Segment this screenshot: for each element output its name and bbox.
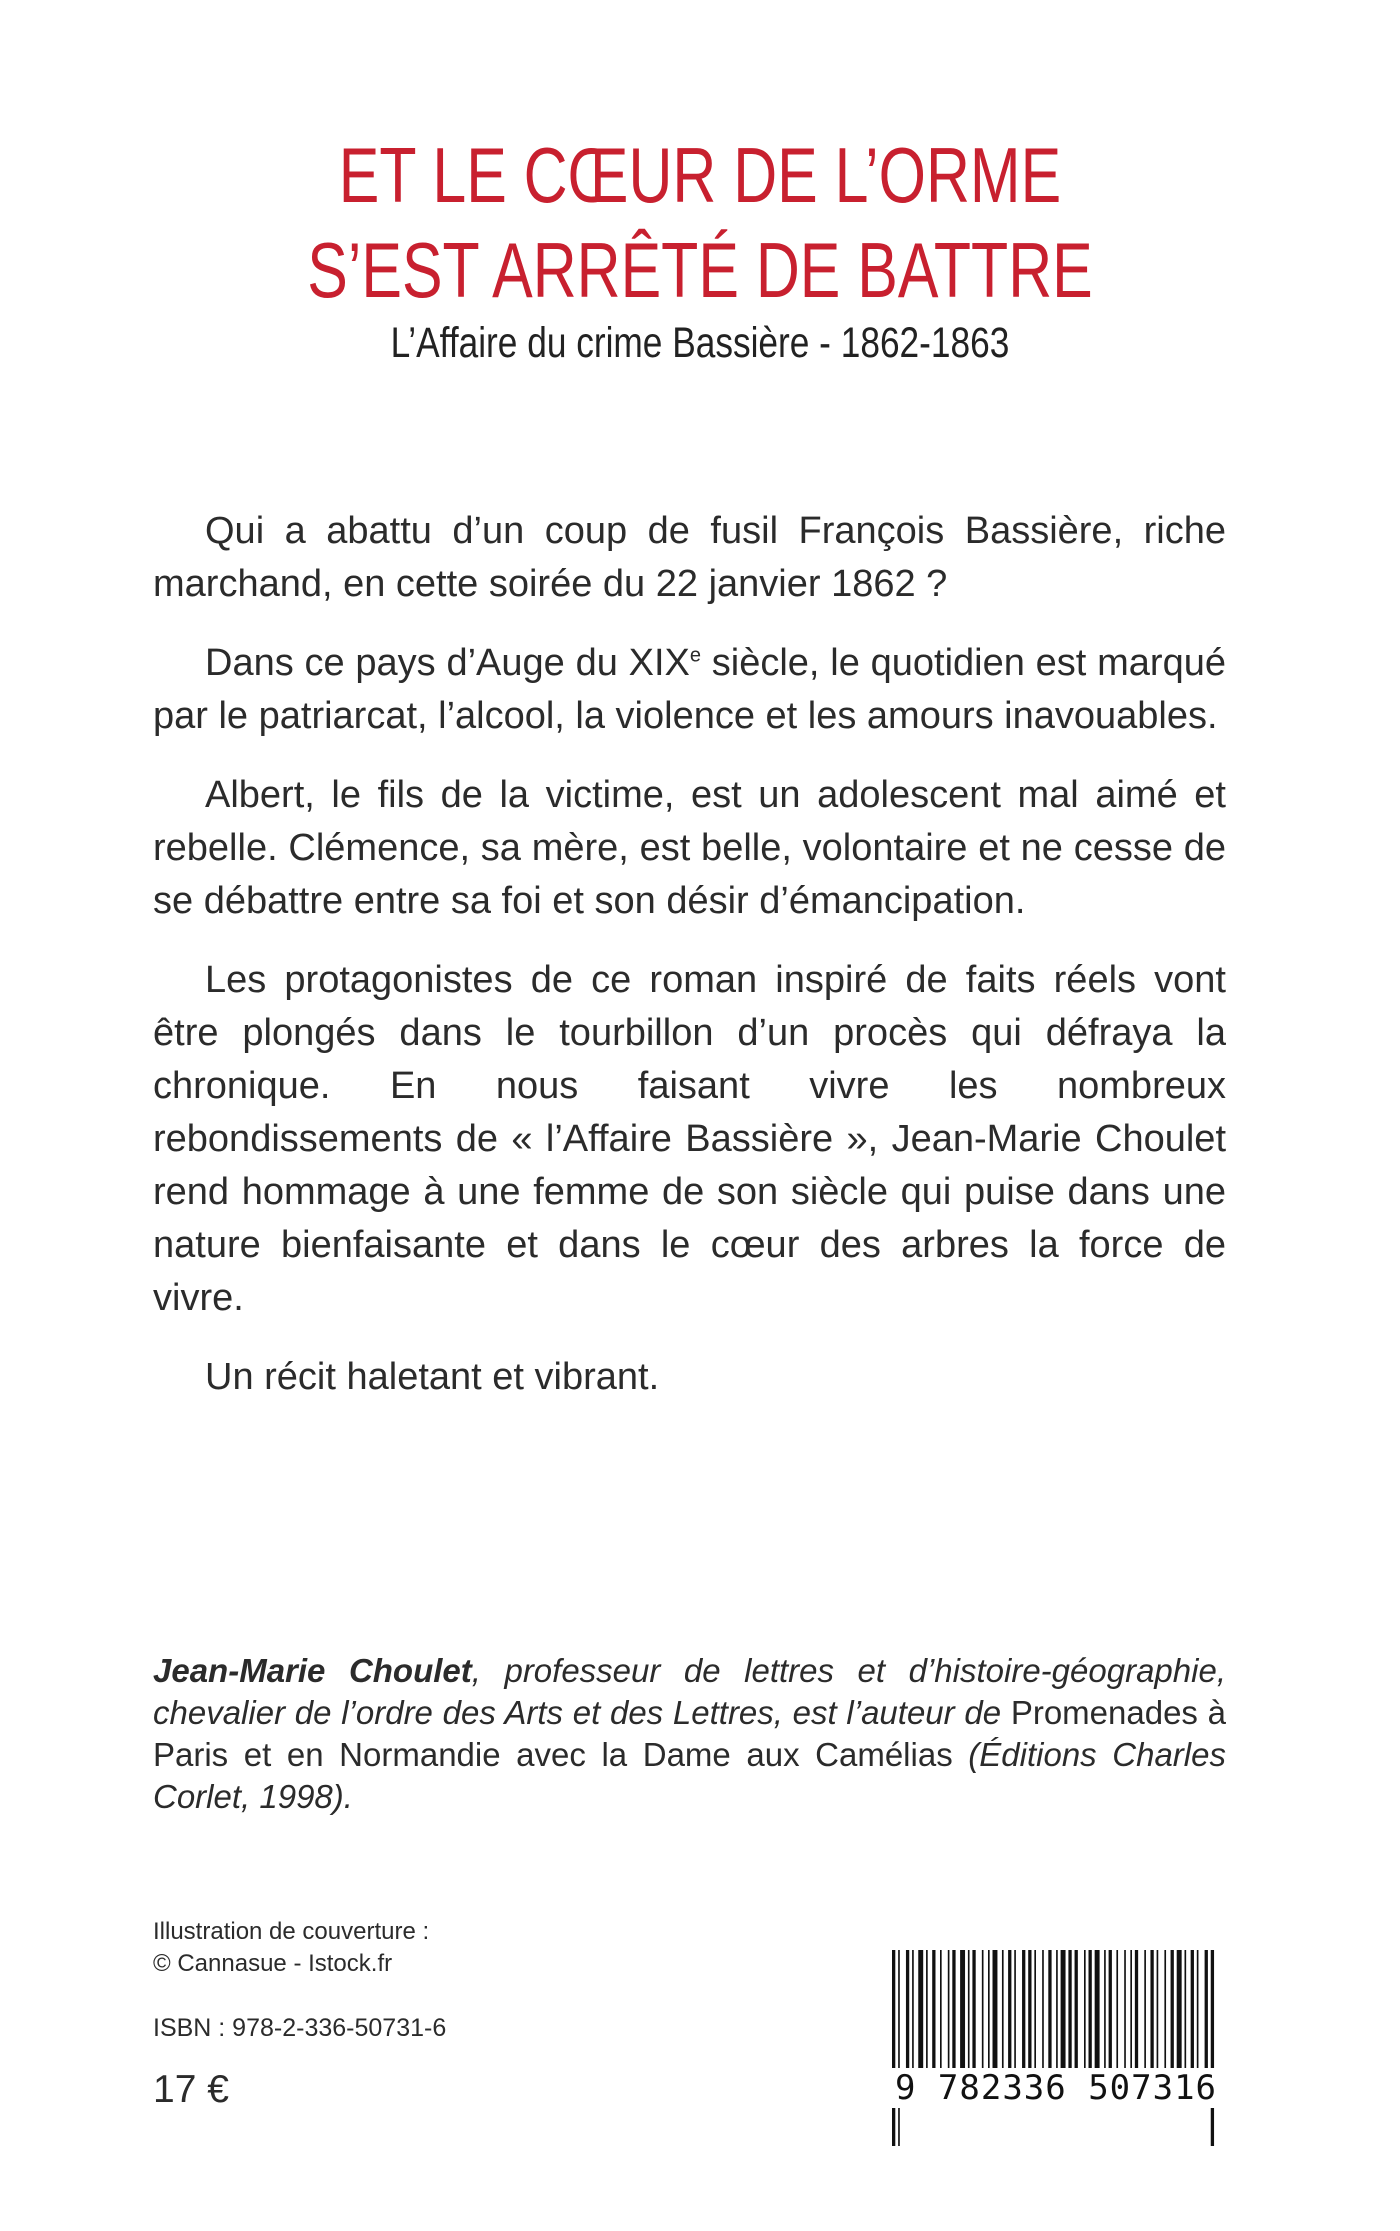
- barcode-bar: [1124, 1950, 1126, 2068]
- previous-book-title: Promenades à Paris et en Normandie avec la Dame aux Camélias: [153, 1694, 1226, 1773]
- barcode-bar: [1002, 1950, 1004, 2068]
- barcode-bar: [1104, 1950, 1106, 2068]
- barcode-bar: [1197, 1950, 1199, 2068]
- barcode-bar: [1048, 1950, 1051, 2068]
- barcode-bar: [968, 1950, 970, 2068]
- barcode-bar: [1089, 1950, 1092, 2068]
- barcode-bar: [982, 1950, 984, 2068]
- barcode-bar: [1150, 1950, 1153, 2068]
- barcode-bar: [1144, 1950, 1146, 2068]
- isbn-number: ISBN : 978-2-336-50731-6: [153, 2014, 447, 2042]
- barcode-bar: [993, 1950, 998, 2068]
- blurb-paragraph-2: [153, 637, 1226, 743]
- author-bio-text-2: (Éditions Charles Corlet, 1998).: [153, 1736, 1226, 1815]
- barcode-bar: [1205, 1950, 1208, 2068]
- blurb-paragraph-1: Qui a abattu d’un coup de fusil François Bassière, riche marchand, en cette soirée du 22 janvier 1862 ?: [153, 510, 1226, 605]
- barcode-bar: [1130, 1950, 1132, 2068]
- barcode-bar: [898, 1950, 900, 2146]
- barcode-bar: [1056, 1950, 1058, 2068]
- barcode-bar: [1028, 1950, 1031, 2068]
- barcode-bar: [972, 1950, 975, 2068]
- barcode-bar: [1022, 1950, 1025, 2068]
- barcode-bar: [906, 1950, 909, 2068]
- barcode-bar: [1034, 1950, 1036, 2068]
- barcode-bar: [940, 1950, 942, 2068]
- book-subtitle: L’Affaire du crime Bassière - 1862-1863: [390, 319, 1010, 367]
- author-name: Jean-Marie Choulet: [153, 1652, 472, 1689]
- barcode-bar: [1191, 1950, 1194, 2068]
- back-cover-blurb: [153, 505, 1226, 1430]
- book-title-line-1: ET LE CŒUR DE L’ORME: [338, 131, 1062, 219]
- barcode-bar: [1116, 1950, 1118, 2068]
- barcode-bar: [912, 1950, 914, 2068]
- credit-line-2: © Cannasue - Istock.fr: [153, 1950, 393, 1977]
- blurb-paragraph-4: Les protagonistes de ce roman inspiré de faits réels vont être plongés dans le tourbillon d’un procès qui défraya la chronique. En nous faisant vivre les nombreux rebondissements de « l’Affaire Bassière », Jean-Marie Choulet rend hommage à une femme de son siècle qui puise dans une nature bienfaisante et dans le cœur des arbres la force de vivre.: [153, 959, 1226, 1319]
- barcode-bar: [932, 1950, 935, 2068]
- barcode-bars: [888, 1950, 1224, 2146]
- barcode-bar: [926, 1950, 928, 2068]
- barcode-bar: [1171, 1950, 1174, 2068]
- barcode-bar: [988, 1950, 990, 2068]
- barcode-bar: [1211, 1950, 1214, 2146]
- barcode-bar: [960, 1950, 965, 2068]
- blurb-paragraph-5: Un récit haletant et vibrant.: [205, 1356, 660, 1398]
- barcode-bar: [1185, 1950, 1187, 2068]
- barcode-bar: [1157, 1950, 1159, 2068]
- barcode-bar: [1008, 1950, 1011, 2068]
- barcode-bar: [1109, 1950, 1112, 2068]
- price: 17 €: [153, 2068, 229, 2111]
- barcode-bar: [952, 1950, 955, 2068]
- author-bio: [153, 1650, 1226, 1818]
- barcode: [888, 1950, 1224, 2146]
- barcode-bar: [1164, 1950, 1166, 2068]
- barcode-bar: [918, 1950, 923, 2068]
- barcode-bar: [1042, 1950, 1044, 2068]
- credit-line-1: Illustration de couverture :: [153, 1918, 430, 1945]
- barcode-bar: [1075, 1950, 1078, 2068]
- barcode-bar: [948, 1950, 950, 2068]
- barcode-bar: [1135, 1950, 1138, 2068]
- barcode-bar: [1068, 1950, 1071, 2068]
- blurb-p2-start: Dans ce pays d’Auge du XIX: [205, 642, 690, 684]
- illustration-credit: [153, 1916, 429, 1980]
- century-superscript: e: [689, 644, 701, 667]
- barcode-bar: [1061, 1950, 1066, 2068]
- blurb-paragraph-3: Albert, le fils de la victime, est un adolescent mal aimé et rebelle. Clémence, sa mère, est belle, volontaire et ne cesse de se débattre entre sa foi et son désir d’émancipation.: [153, 774, 1226, 922]
- blurb-p2-end: siècle, le quotidien est marqué par le patriarcat, l’alcool, la violence et les amours inavouables.: [153, 642, 1226, 737]
- author-bio-text-1: , professeur de lettres et d’histoire-géographie, chevalier de l’ordre des Arts et des Lettres, est l’auteur de: [153, 1652, 1226, 1731]
- barcode-bar: [1084, 1950, 1086, 2068]
- barcode-bar: [1177, 1950, 1182, 2068]
- barcode-bar: [1014, 1950, 1016, 2068]
- book-title-line-2: S’EST ARRÊTÉ DE BATTRE: [307, 226, 1093, 314]
- barcode-digits: 9 782336 507316: [888, 2068, 1224, 2108]
- barcode-bar: [1095, 1950, 1100, 2068]
- barcode-bar: [892, 1950, 895, 2146]
